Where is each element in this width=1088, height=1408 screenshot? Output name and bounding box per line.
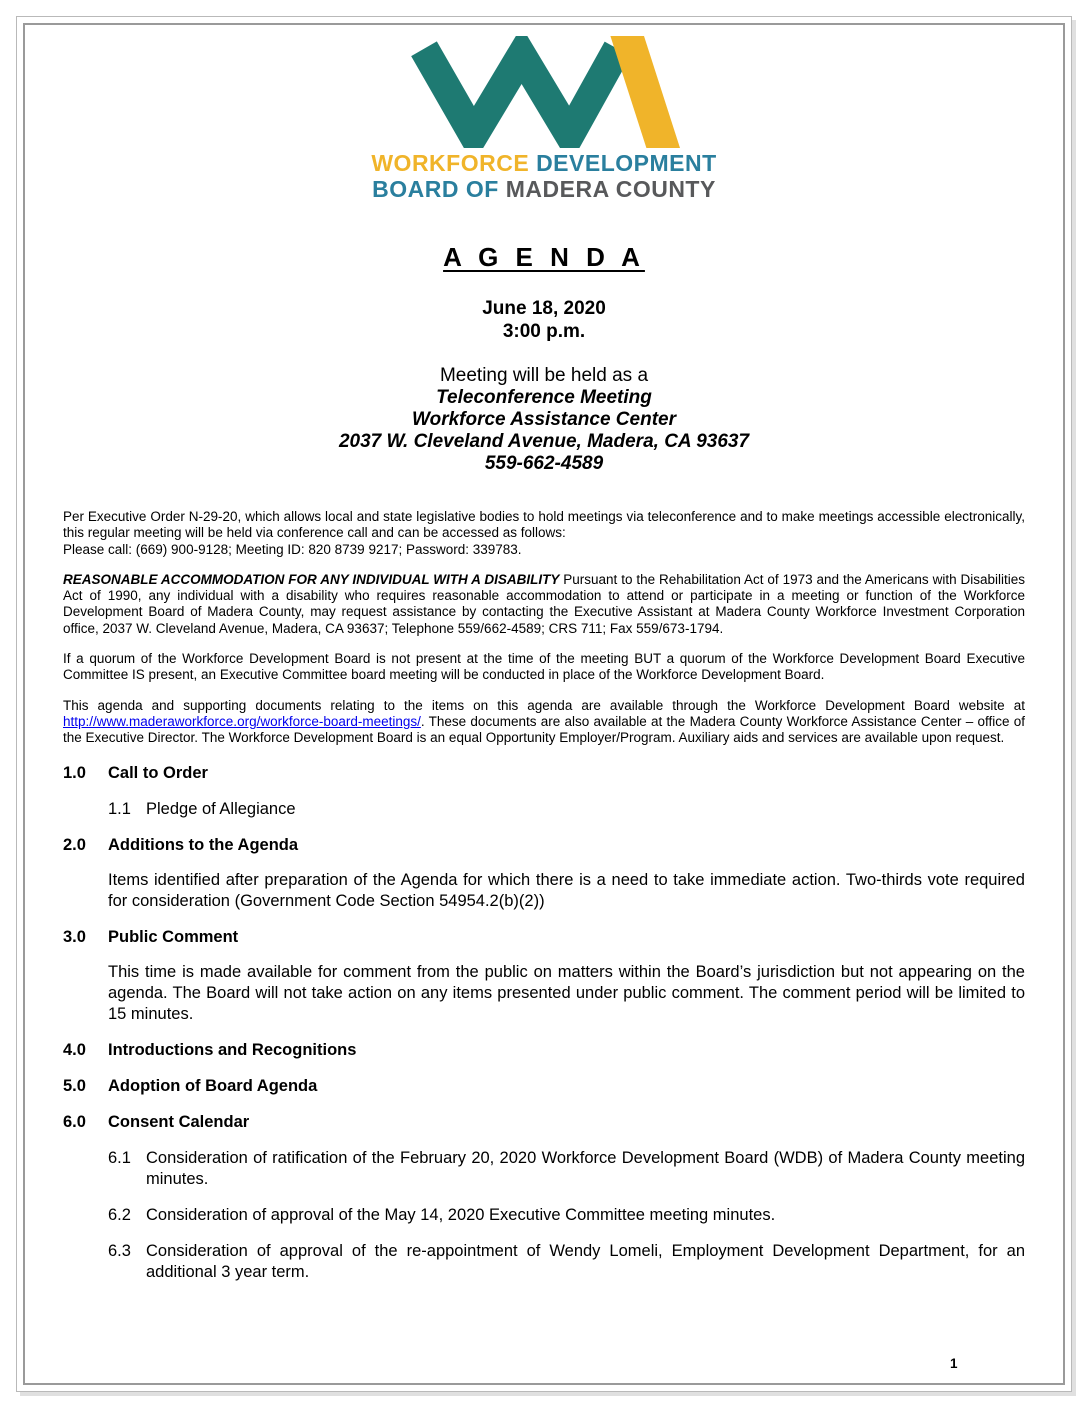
agenda-list	[63, 763, 1025, 1283]
agenda-subitem-6-2	[108, 1205, 1025, 1226]
agenda-item-1	[63, 763, 1025, 820]
subitem-number: 6.1	[108, 1148, 131, 1167]
notice-section	[63, 509, 1025, 747]
agenda-subitem-6-1	[108, 1148, 1025, 1190]
board-meetings-link[interactable]: http://www.maderaworkforce.org/workforce-board-meetings/	[63, 713, 421, 729]
accommodation-notice	[63, 572, 1025, 637]
agenda-item-4	[63, 1040, 1025, 1061]
logo-text-workforce: WORKFORCE	[371, 150, 530, 176]
logo-text-board-of: BOARD OF	[372, 176, 499, 202]
subitem-text: Consideration of approval of the re-appointment of Wendy Lomeli, Employment Development Department, for an additional 3 year term.	[146, 1241, 1025, 1281]
subitem-number: 6.2	[108, 1205, 131, 1224]
meeting-info	[63, 365, 1025, 475]
subitem-number: 1.1	[108, 799, 131, 818]
item-title: Consent Calendar	[108, 1112, 250, 1131]
wdb-logo-icon	[408, 36, 680, 148]
logo-text-madera-county: MADERA COUNTY	[505, 176, 716, 202]
agenda-item-1-heading	[63, 763, 1025, 784]
meeting-time: 3:00 p.m.	[502, 321, 586, 342]
teleconference-notice	[63, 509, 1025, 558]
teleconference-access-info: Please call: (669) 900-9128; Meeting ID: 820 8739 9217; Password: 339783.	[63, 541, 522, 557]
subitem-text: Consideration of ratification of the February 20, 2020 Workforce Development Board (WDB) of Madera County meeting minutes.	[146, 1148, 1025, 1188]
item-title: Adoption of Board Agenda	[108, 1076, 318, 1095]
item-number: 5.0	[63, 1076, 86, 1095]
meeting-location: Workforce Assistance Center	[412, 409, 676, 430]
item-title: Additions to the Agenda	[108, 835, 299, 854]
agenda-subitem-6-3	[108, 1241, 1025, 1283]
agenda-subitem-1-1	[108, 799, 1025, 820]
agenda-item-4-heading	[63, 1040, 1025, 1061]
item-number: 3.0	[63, 927, 86, 946]
meeting-date: June 18, 2020	[482, 298, 606, 319]
subitem-text: Pledge of Allegiance	[146, 799, 296, 818]
logo-block	[63, 36, 1025, 202]
agenda-title	[63, 242, 1025, 273]
meeting-intro: Meeting will be held as a	[439, 365, 649, 386]
item-number: 4.0	[63, 1040, 86, 1059]
agenda-item-6-heading	[63, 1112, 1025, 1133]
item-title: Public Comment	[108, 927, 239, 946]
agenda-item-2	[63, 835, 1025, 912]
page-number: 1	[950, 1356, 958, 1371]
item-title: Introductions and Recognitions	[108, 1040, 357, 1059]
accommodation-notice-lead: REASONABLE ACCOMMODATION FOR ANY INDIVIDUAL WITH A DISABILITY	[63, 571, 560, 587]
agenda-item-2-heading	[63, 835, 1025, 856]
item-number: 6.0	[63, 1112, 86, 1131]
logo-wordmark-line1	[63, 150, 1025, 176]
item-number: 1.0	[63, 763, 86, 782]
documents-notice	[63, 698, 1025, 747]
subitem-number: 6.3	[108, 1241, 131, 1260]
accommodation-notice-text: Pursuant to the Rehabilitation Act of 1973 and the Americans with Disabilities Act of 1990, any individual with a disability who requires reasonable accommodation to attend or participate in a meeting or function of the Workforce Development Board of Madera County, may request assistance by contacting the Executive Assistant at Madera County Workforce Investment Corporation office, 2037 W. Cleveland Avenue, Madera, CA 93637; Telephone 559/662-4589; CRS 711; Fax 559/673-1794.	[63, 571, 1025, 636]
quorum-notice: If a quorum of the Workforce Development Board is not present at the time of the meeting BUT a quorum of the Workforce Development Board Executive Committee IS present, an Executive Committee board meeting will be conducted in place of the Workforce Development Board.	[63, 651, 1025, 683]
meeting-address: 2037 W. Cleveland Avenue, Madera, CA 93637	[338, 431, 750, 452]
documents-notice-before-link: This agenda and supporting documents relating to the items on this agenda are available through the Workforce Development Board website at	[63, 697, 1025, 713]
meeting-datetime	[63, 297, 1025, 343]
agenda-item-3-body: This time is made available for comment from the public on matters within the Board’s jurisdiction but not appearing on the agenda. The Board will not take action on any items presented under public comment. The comment period will be limited to 15 minutes.	[108, 962, 1025, 1023]
agenda-item-3	[63, 927, 1025, 1025]
teleconference-notice-text: Per Executive Order N-29-20, which allows local and state legislative bodies to hold meetings via teleconference and to make meetings accessible electronically, this regular meeting will be held via conference call and can be accessed as follows:	[63, 509, 1025, 541]
agenda-item-2-body: Items identified after preparation of the Agenda for which there is a need to take immediate action. Two-thirds vote required for consideration (Government Code Section 54954.2(b)(2))	[108, 870, 1025, 910]
subitem-text: Consideration of approval of the May 14, 2020 Executive Committee meeting minutes.	[146, 1205, 776, 1224]
logo-wordmark	[63, 150, 1025, 202]
item-number: 2.0	[63, 835, 86, 854]
agenda-item-3-heading	[63, 927, 1025, 948]
item-title: Call to Order	[108, 763, 208, 782]
agenda-title-text: A G E N D A	[443, 242, 645, 272]
logo-wordmark-line2	[63, 176, 1025, 202]
documents-notice-after-link: . These documents are also available at the Madera County Workforce Assistance Center – office of the Executive Director. The Workforce Development Board is an equal Opportunity Employer/Program. Auxiliary aids and services are available upon request.	[63, 713, 1025, 746]
logo-text-development: DEVELOPMENT	[536, 150, 717, 176]
meeting-type: Teleconference Meeting	[436, 387, 652, 408]
agenda-item-5-heading	[63, 1076, 1025, 1097]
agenda-item-6	[63, 1112, 1025, 1283]
agenda-item-5	[63, 1076, 1025, 1097]
page-content	[63, 30, 1025, 1283]
meeting-phone: 559-662-4589	[484, 453, 604, 474]
